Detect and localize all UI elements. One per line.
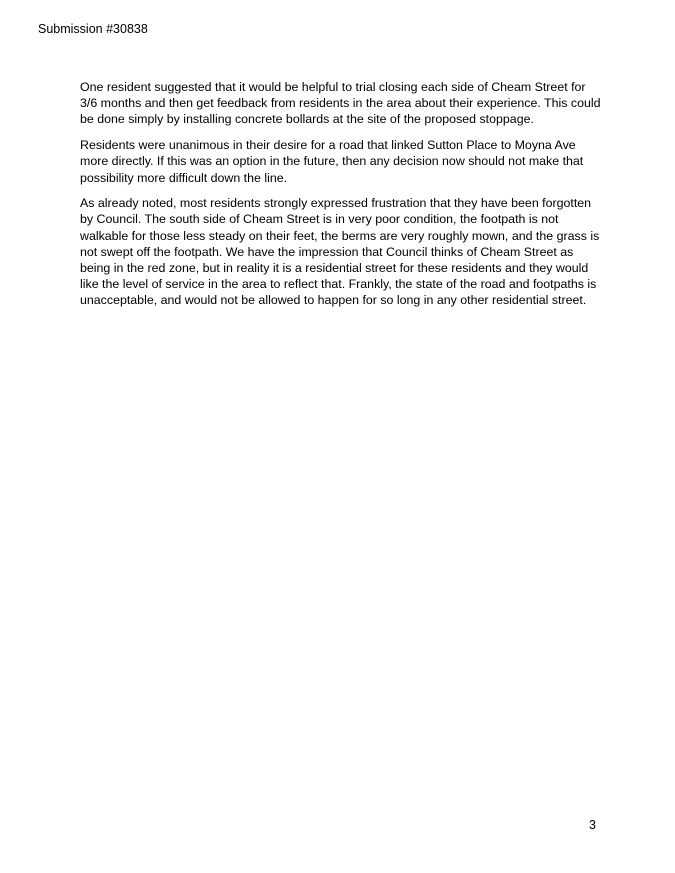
paragraph-trial-closure: One resident suggested that it would be helpful to trial closing each side of Cheam Street for 3/6 months and then get feedback from residents in the area about their experience. This could be done simply by installing concrete bollards at the site of the proposed stoppage. — [80, 80, 601, 127]
submission-header: Submission #30838 — [38, 22, 148, 36]
page-number: 3 — [589, 818, 596, 832]
paragraph-council-frustration: As already noted, most residents strongly expressed frustration that they have been forgotten by Council. The south side of Cheam Street is in very poor condition, the footpath is not walkable for those less steady on their feet, the berms are very roughly mown, and the grass is not swept off the footpath. We have the impression that Council thinks of Cheam Street as being in the red zone, but in reality it is a residential street for these residents and they would like the level of service in the area to reflect that. Frankly, the state of the road and footpaths is unacceptable, and would not be allowed to happen for so long in any other residential street. — [80, 196, 600, 308]
document-body — [80, 79, 605, 318]
paragraph-road-link: Residents were unanimous in their desire for a road that linked Sutton Place to Moyna Ave more directly. If this was an option in the future, then any decision now should not make that possibility more difficult down the line. — [80, 138, 584, 185]
